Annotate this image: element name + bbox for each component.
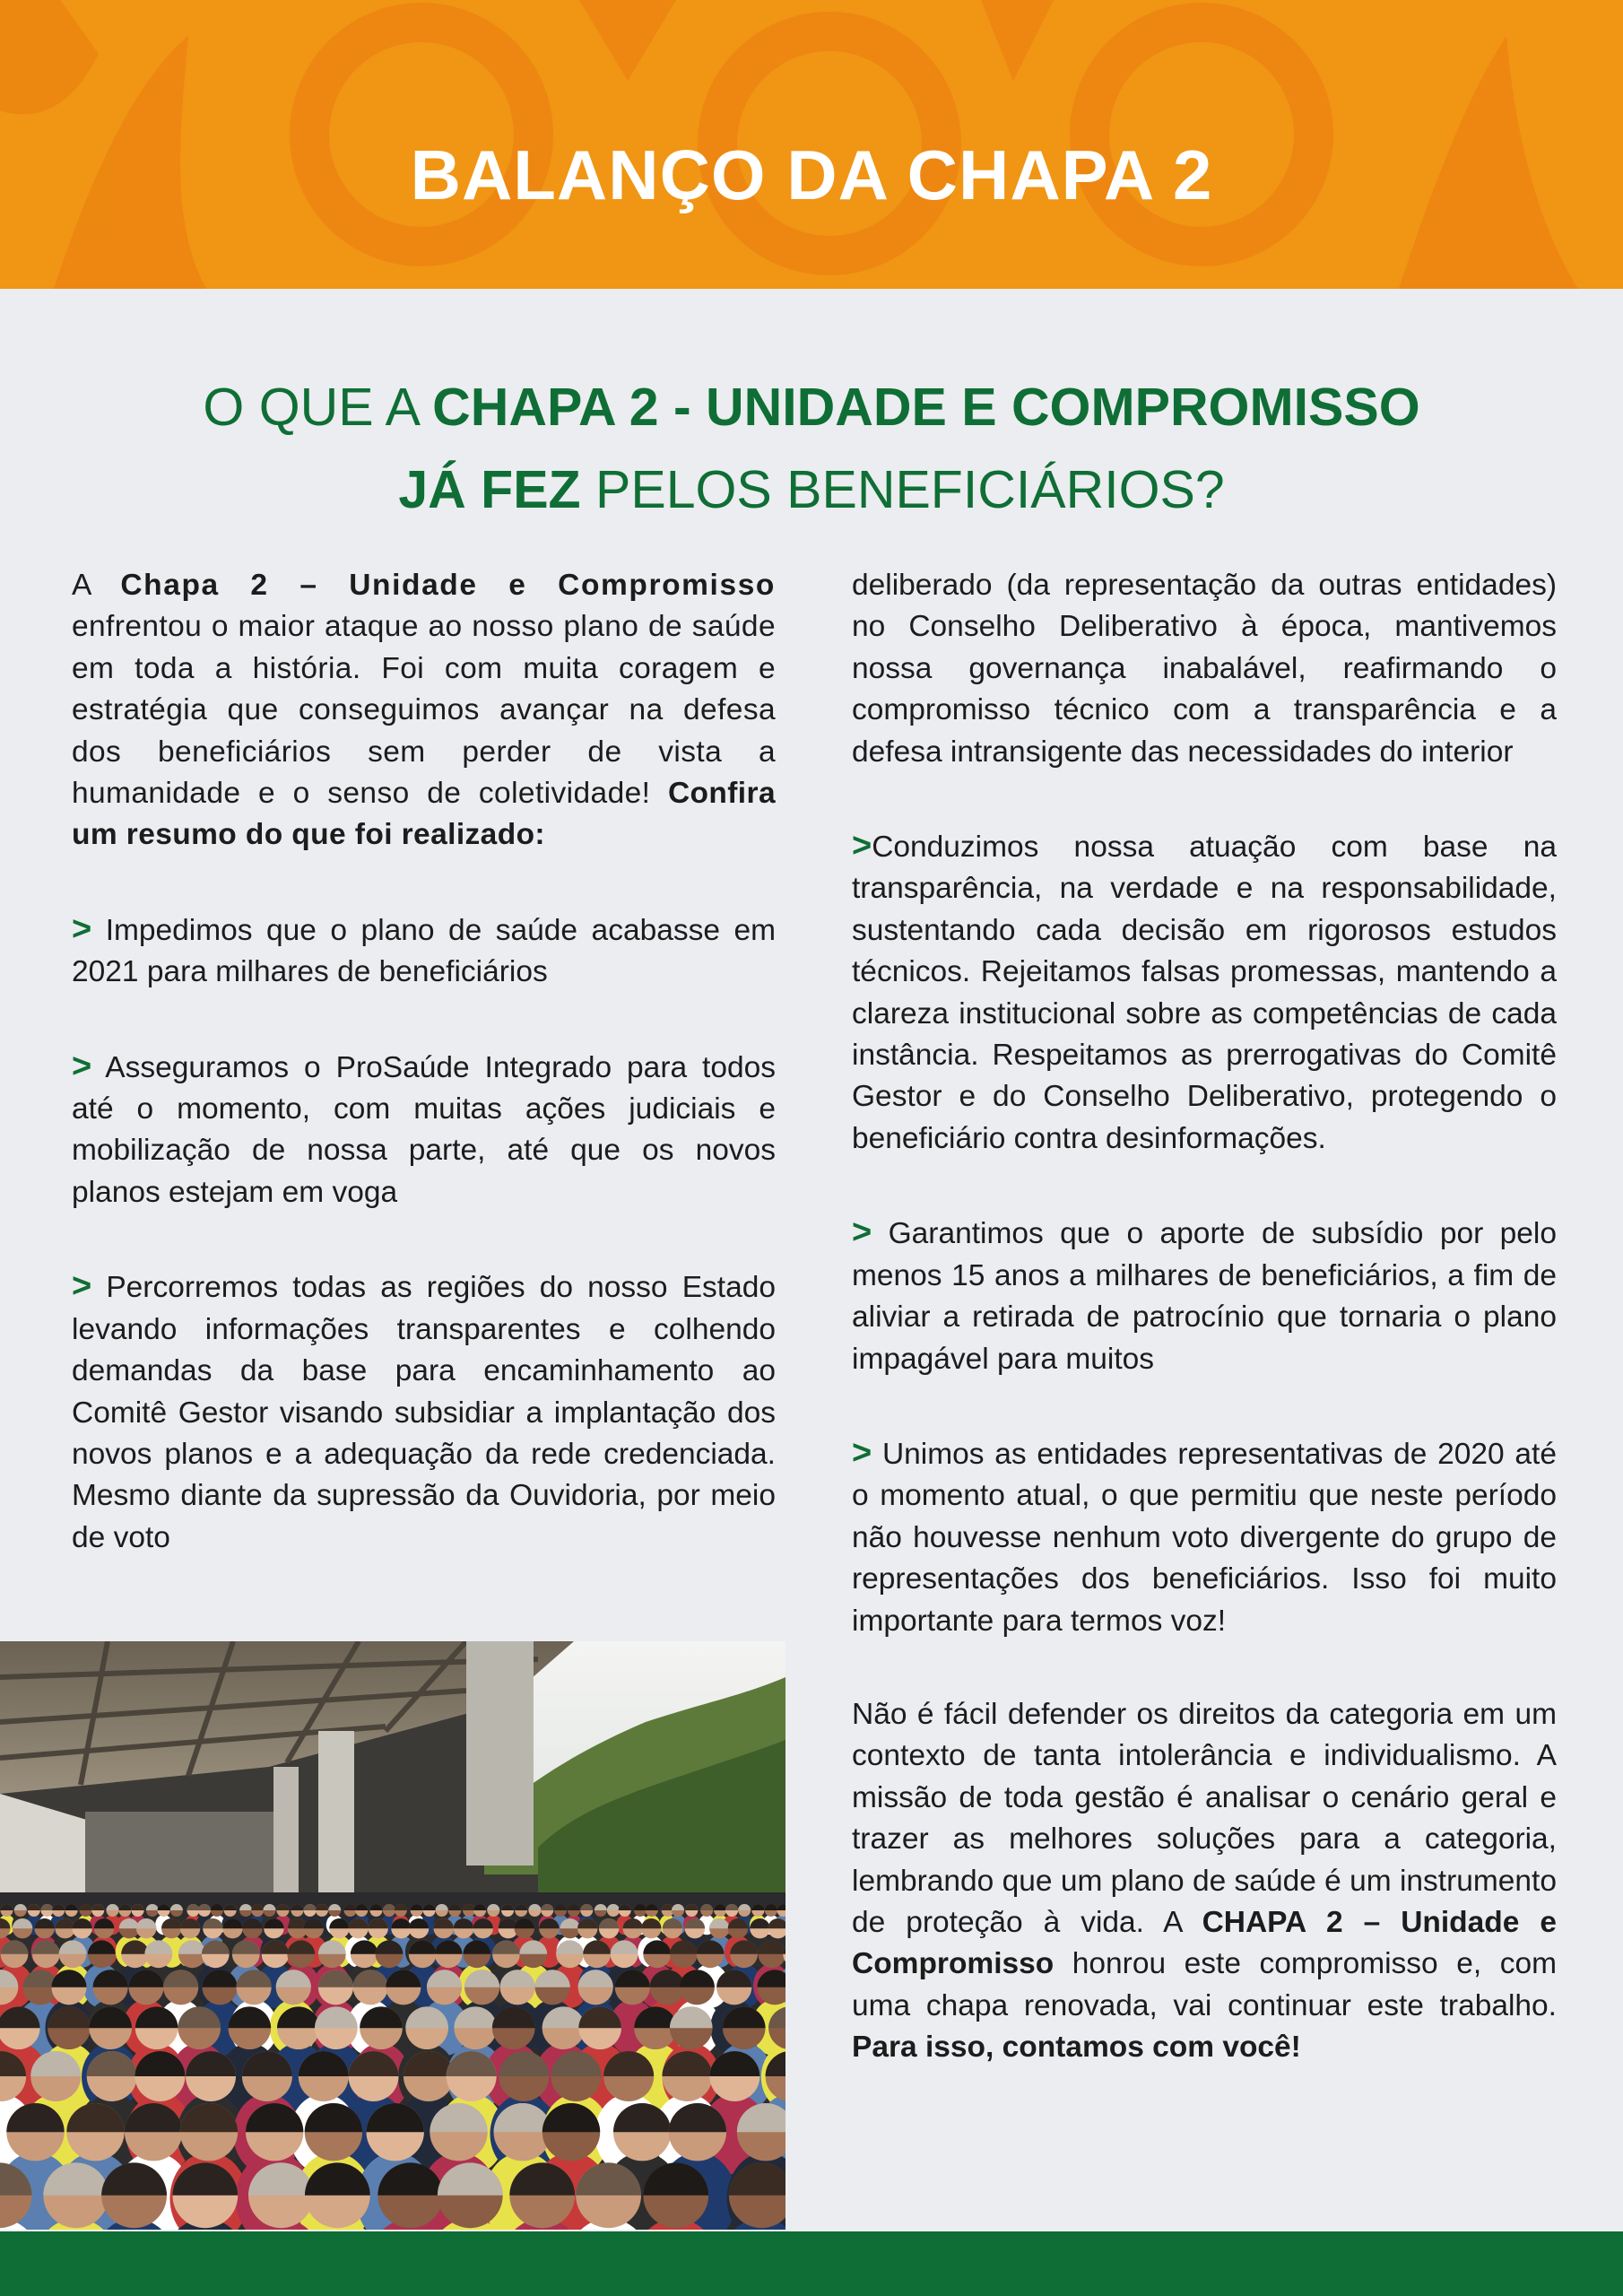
bullet-arrow-icon: > <box>852 827 872 865</box>
crowd-photo-illustration <box>0 1641 785 2230</box>
list-item-text: Impedimos que o plano de saúde acabasse em 2021 para milhares de beneficiários <box>72 913 776 989</box>
text-bold: Para isso, contamos com você! <box>852 2031 1301 2065</box>
list-item <box>72 1046 776 1214</box>
title-part-bold: JÁ FEZ <box>398 460 581 519</box>
footer-bar <box>0 2231 1623 2296</box>
text-bold: CHAPA 2 – Unidade e Compromisso <box>852 1905 1557 1981</box>
title-part: O QUE A <box>203 378 433 437</box>
intro-paragraph <box>72 565 776 857</box>
closing-paragraph <box>852 1694 1557 2069</box>
list-item-text: Unimos as entidades representativas de 2020 até o momento atual, o que permitiu que neste período não houvesse nenhum voto divergente do grupo de representações dos beneficiários. Isso foi muito importante para termos voz! <box>852 1437 1557 1638</box>
assembly-crowd-photo <box>0 1641 785 2230</box>
text: A <box>72 569 121 602</box>
list-item-text: Conduzimos nossa atuação com base na transparência, na verdade e na responsabilidade, sustentando cada decisão em rigorosos estudos técnicos. Rejeitamos falsas promessas, mantendo a clareza institucional sobre as competências de cada instância. Respeitamos as prerrogativas do Comitê Gestor e do Conselho Deliberativo, protegendo o beneficiário contra desinformações. <box>852 831 1557 1155</box>
bullet-arrow-icon: > <box>72 1267 92 1306</box>
list-item <box>72 1265 776 1559</box>
bullet-arrow-icon: > <box>852 1433 872 1472</box>
list-item-text: Garantimos que o aporte de subsídio por pelo menos 15 anos a milhares de beneficiários, a fim de aliviar a retirada de patrocínio que tornaria o plano impagável para muitos <box>852 1217 1557 1376</box>
text-bold: Chapa 2 – Unidade e Compromisso <box>120 569 776 602</box>
header-banner <box>0 0 1623 289</box>
list-item-text: Asseguramos o ProSaúde Integrado para todos até o momento, com muitas ações judiciais e mobilização de nossa parte, até que os novos planos estejam em voga <box>72 1050 776 1209</box>
list-item-text: Percorremos todas as regiões do nosso Estado levando informações transparentes e colhendo demandas da base para encaminhamento ao Comitê Gestor visando subsidiar a implantação dos novos planos e a adequação da rede credenciada. Mesmo diante da supressão da Ouvidoria, por meio de voto <box>72 1271 776 1554</box>
list-item-continuation: deliberado (da representação da outras entidades) no Conselho Deliberativo à época, mantivemos nossa governança inabalável, reafirmando o compromisso técnico com a transparência e a defesa intransigente das necessidades do interior <box>852 569 1557 769</box>
right-column <box>852 565 1557 2069</box>
text: honrou este compromisso e, com uma chapa renovada, vai continuar este trabalho. <box>852 1947 1557 2022</box>
left-column <box>72 565 776 1559</box>
banner-title: BALANÇO DA CHAPA 2 <box>410 135 1213 214</box>
text: Não é fácil defender os direitos da categoria em um contexto de tanta intolerância e individualismo. A missão de toda gestão é analisar o cenário geral e trazer as melhores soluções para a categoria, lembrando que um plano de saúde é um instrumento de proteção à vida. A <box>852 1697 1557 1939</box>
title-part-bold: CHAPA 2 - UNIDADE E COMPROMISSO <box>432 378 1420 437</box>
bullet-arrow-icon: > <box>852 1213 872 1252</box>
page-title <box>90 366 1533 531</box>
bullet-arrow-icon: > <box>72 909 92 948</box>
list-item <box>852 825 1557 1160</box>
list-item <box>72 909 776 994</box>
title-part: PELOS BENEFICIÁRIOS? <box>580 460 1225 519</box>
text-bold: Confira um resumo do que foi realizado: <box>72 777 776 852</box>
text: enfrentou o maior ataque ao nosso plano de saúde em toda a história. Foi com muita coragem e estratégia que conseguimos avançar na defesa dos beneficiários sem perder de vista a humanidade e o senso de coletividade! <box>72 610 776 811</box>
list-item <box>852 1212 1557 1380</box>
list-item <box>852 1432 1557 1642</box>
bullet-arrow-icon: > <box>72 1047 92 1085</box>
